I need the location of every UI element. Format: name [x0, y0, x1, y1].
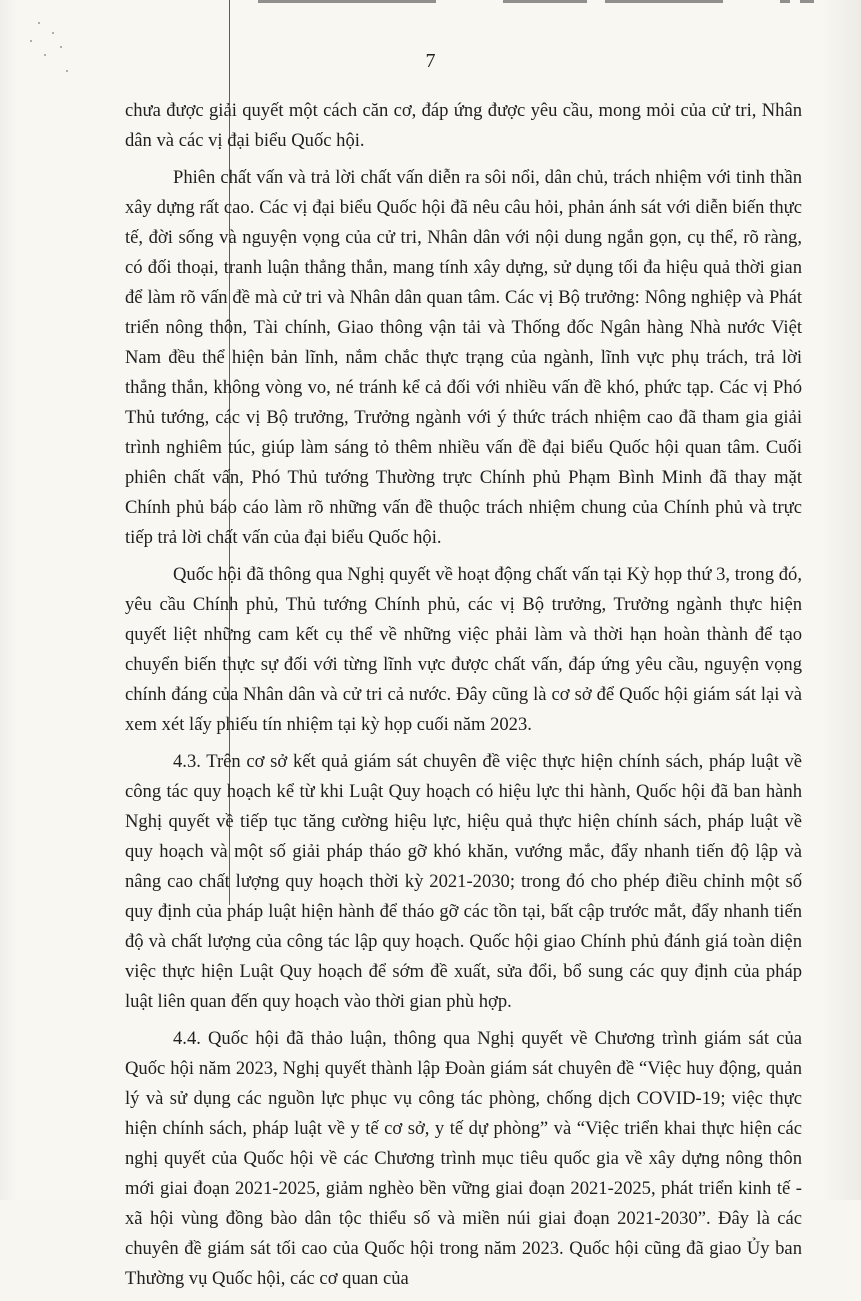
scan-speck — [52, 32, 54, 34]
scan-speck — [60, 46, 62, 48]
scan-speck — [38, 22, 40, 24]
paragraph: chưa được giải quyết một cách căn cơ, đáp ứng được yêu cầu, mong mỏi của cử tri, Nhân dân và các vị đại biểu Quốc hội. — [125, 100, 802, 151]
page-number: 7 — [425, 50, 436, 72]
paragraph: 4.4. Quốc hội đã thảo luận, thông qua Nghị quyết về Chương trình giám sát của Quốc hội năm 2023, Nghị quyết thành lập Đoàn giám sát chuyên đề “Việc huy động, quản lý và sử dụng các nguồn lực phục vụ công tác phòng, chống dịch COVID-19; việc thực hiện chính sách, pháp luật về y tế cơ sở, y tế dự phòng” và “Việc triển khai thực hiện các nghị quyết của Quốc hội về các Chương trình mục tiêu quốc gia về xây dựng nông thôn mới giai đoạn 2021-2025, giảm nghèo bền vững giai đoạn 2021-2025, phát triển kinh tế - xã hội vùng đồng bào dân tộc thiểu số và miền núi giai đoạn 2021-2030”. Đây là các chuyên đề giám sát tối cao của Quốc hội trong năm 2023. Quốc hội cũng đã giao Ủy ban Thường vụ Quốc hội, các cơ quan của — [125, 1028, 802, 1289]
scan-edge-line — [258, 0, 436, 3]
scan-speck — [30, 40, 32, 42]
scan-edge-line — [780, 0, 790, 3]
document-body — [125, 96, 802, 1301]
scan-edge-line — [605, 0, 723, 3]
paragraph: Quốc hội đã thông qua Nghị quyết về hoạt động chất vấn tại Kỳ họp thứ 3, trong đó, yêu cầu Chính phủ, Thủ tướng Chính phủ, các vị Bộ trưởng, Trưởng ngành thực hiện quyết liệt những cam kết cụ thể về những việc phải làm và thời hạn hoàn thành để tạo chuyển biến thực sự đối với từng lĩnh vực được chất vấn, đáp ứng yêu cầu, nguyện vọng chính đáng của Nhân dân và cử tri cả nước. Đây cũng là cơ sở để Quốc hội giám sát lại và xem xét lấy phiếu tín nhiệm tại kỳ họp cuối năm 2023. — [125, 564, 802, 735]
paragraph: 4.3. Trên cơ sở kết quả giám sát chuyên đề việc thực hiện chính sách, pháp luật về công tác quy hoạch kể từ khi Luật Quy hoạch có hiệu lực thi hành, Quốc hội đã ban hành Nghị quyết về tiếp tục tăng cường hiệu lực, hiệu quả thực hiện chính sách, pháp luật về quy hoạch và một số giải pháp tháo gỡ khó khăn, vướng mắc, đẩy nhanh tiến độ lập và nâng cao chất lượng quy hoạch thời kỳ 2021-2030; trong đó cho phép điều chỉnh một số quy định của pháp luật hiện hành để tháo gỡ các tồn tại, bất cập trước mắt, đẩy nhanh tiến độ và chất lượng của công tác lập quy hoạch. Quốc hội giao Chính phủ đánh giá toàn diện việc thực hiện Luật Quy hoạch để sớm đề xuất, sửa đổi, bổ sung các quy định của pháp luật liên quan đến quy hoạch vào thời gian phù hợp. — [125, 751, 802, 1012]
scan-edge-line — [503, 0, 587, 3]
paragraph: Phiên chất vấn và trả lời chất vấn diễn ra sôi nổi, dân chủ, trách nhiệm với tinh thần xây dựng rất cao. Các vị đại biểu Quốc hội đã nêu câu hỏi, phản ánh sát với diễn biến thực tế, đời sống và nguyện vọng của cử tri, Nhân dân với nội dung ngắn gọn, cụ thể, rõ ràng, có đối thoại, tranh luận thẳng thắn, mang tính xây dựng, sử dụng tối đa hiệu quả thời gian để làm rõ vấn đề mà cử tri và Nhân dân quan tâm. Các vị Bộ trưởng: Nông nghiệp và Phát triển nông thôn, Tài chính, Giao thông vận tải và Thống đốc Ngân hàng Nhà nước Việt Nam đều thể hiện bản lĩnh, nắm chắc thực trạng của ngành, lĩnh vực phụ trách, trả lời thẳng thắn, không vòng vo, né tránh kể cả đối với nhiều vấn đề khó, phức tạp. Các vị Phó Thủ tướng, các vị Bộ trưởng, Trưởng ngành với ý thức trách nhiệm cao đã tham gia giải trình nghiêm túc, giúp làm sáng tỏ thêm nhiều vấn đề đại biểu Quốc hội quan tâm. Cuối phiên chất vấn, Phó Thủ tướng Thường trực Chính phủ Phạm Bình Minh đã thay mặt Chính phủ báo cáo làm rõ những vấn đề thuộc trách nhiệm chung của Chính phủ và trực tiếp trả lời chất vấn của đại biểu Quốc hội. — [125, 167, 802, 548]
scan-edge-line — [800, 0, 814, 3]
